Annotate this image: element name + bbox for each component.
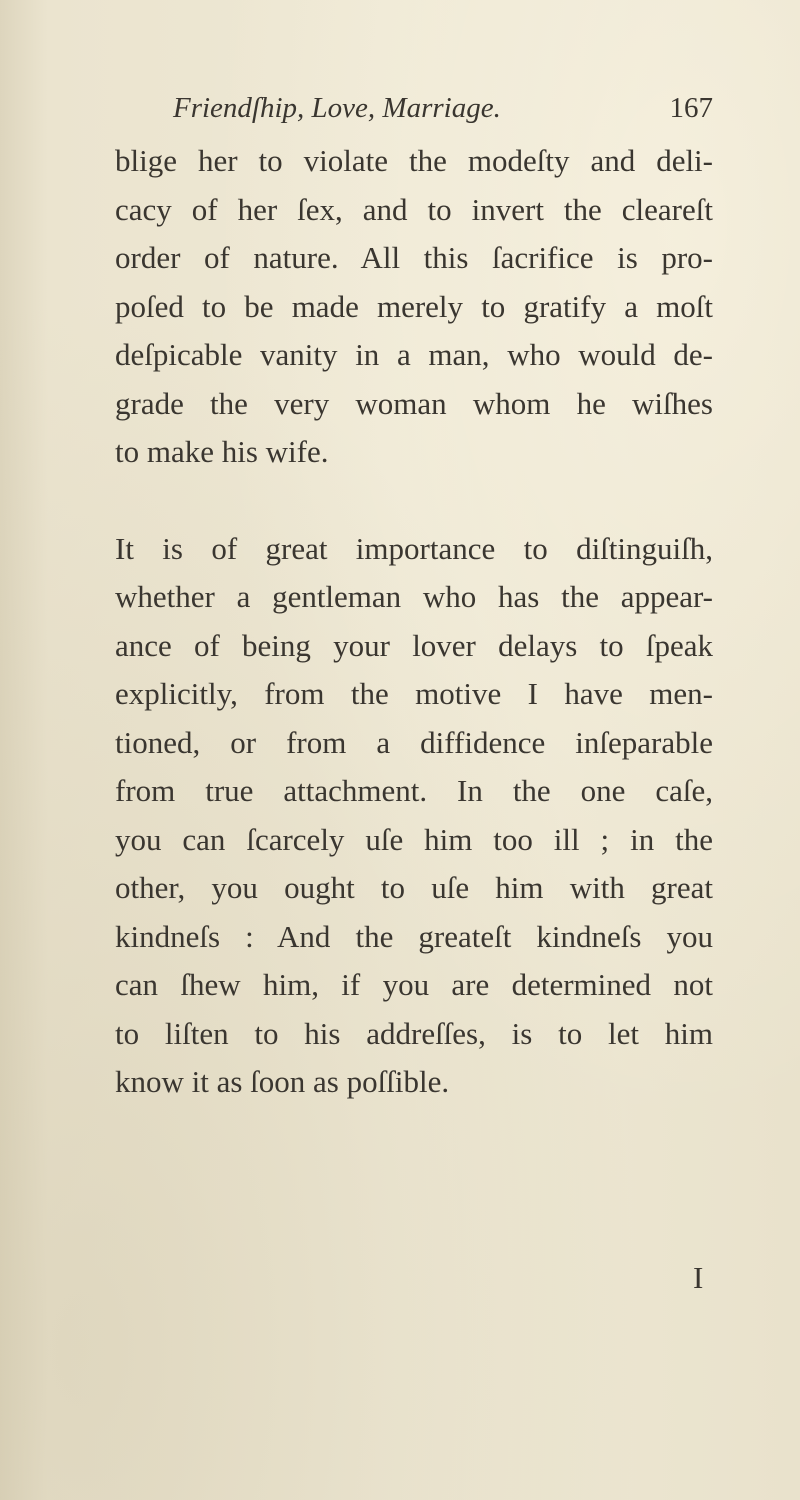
body-text	[115, 137, 713, 1107]
text-line: kindneſs : And the greateſt kindneſs you	[115, 918, 713, 954]
text-line: deſpicable vanity in a man, who would de-	[115, 337, 713, 372]
text-line: order of nature. All this ſacrifice is pro-	[115, 240, 713, 275]
text-line: It is of great importance to diſtinguiſh,	[115, 530, 713, 566]
text-line: know it as ſoon as poſſible.	[115, 1064, 450, 1099]
running-title: Friendſhip, Love, Marriage.	[173, 92, 501, 124]
text-line: tioned, or from a diffidence inſeparable	[115, 724, 713, 760]
text-line: grade the very woman whom he wiſhes	[115, 385, 713, 421]
text-line: to liſten to his addreſſes, is to let him	[115, 1015, 713, 1051]
text-line: whether a gentleman who has the appear-	[115, 579, 713, 614]
paragraph-2	[115, 525, 713, 1107]
paragraph-1	[115, 137, 713, 477]
text-line: other, you ought to uſe him with great	[115, 870, 713, 905]
text-line: to make his wife.	[115, 434, 329, 469]
text-line: explicitly, from the motive I have men-	[115, 676, 713, 711]
page-number: 167	[669, 92, 713, 124]
text-line: from true attachment. In the one caſe,	[115, 773, 713, 808]
text-line: ance of being your lover delays to ſpeak	[115, 627, 713, 663]
text-line: poſed to be made merely to gratify a moſt	[115, 288, 713, 324]
text-line: can ſhew him, if you are determined not	[115, 967, 713, 1002]
text-line: blige her to violate the modeſty and deli-	[115, 143, 713, 178]
text-line: cacy of her ſex, and to invert the cleareſt	[115, 191, 713, 227]
text-line: you can ſcarcely uſe him too ill ; in the	[115, 821, 713, 857]
catchword: I	[693, 1260, 704, 1295]
paragraph-gap	[115, 477, 713, 525]
